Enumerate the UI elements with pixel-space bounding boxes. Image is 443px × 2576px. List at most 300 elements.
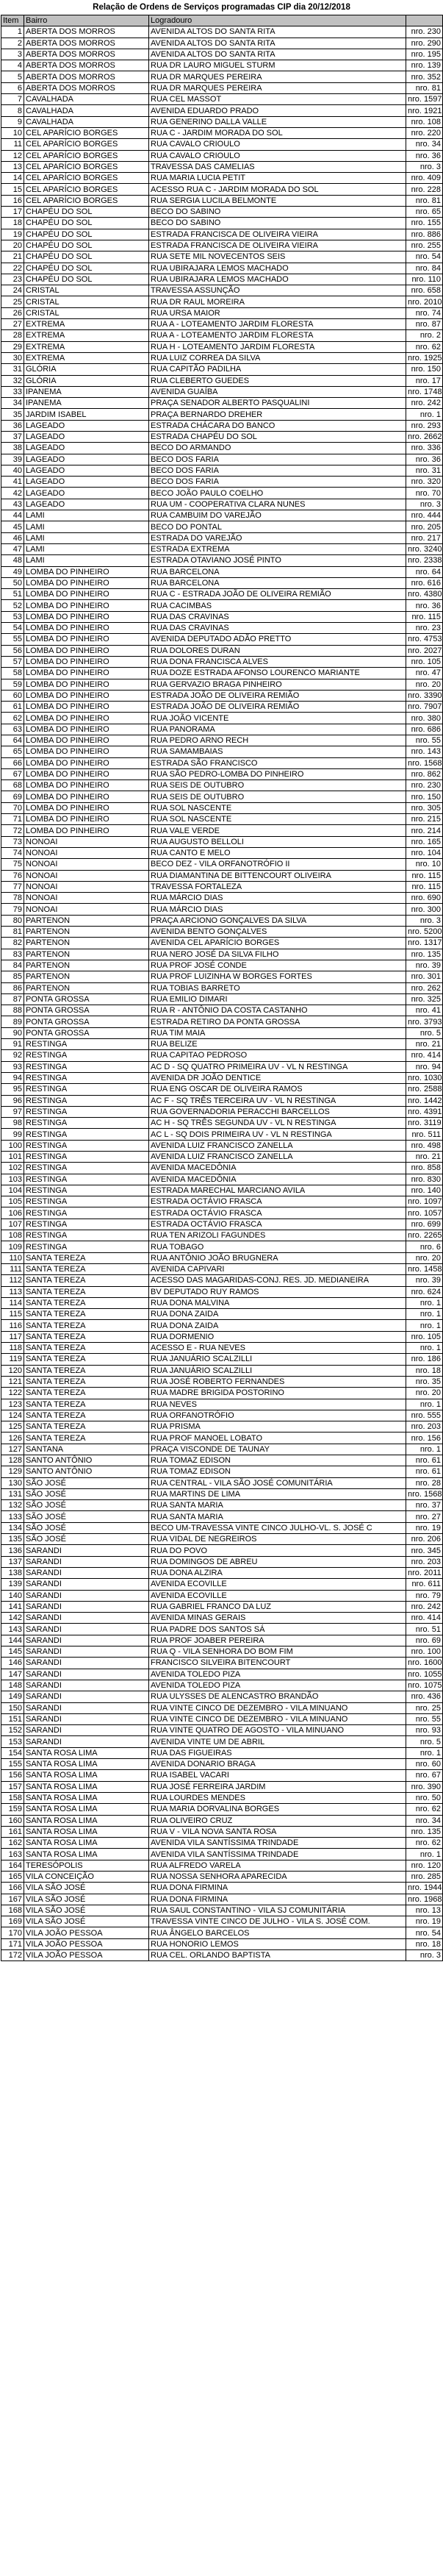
cell-logradouro: RUA ISABEL VACARI <box>149 1770 406 1781</box>
cell-numero: nro. 74 <box>406 307 443 318</box>
cell-bairro: SANTA TEREZA <box>24 1275 149 1286</box>
table-row <box>1 38 443 49</box>
cell-bairro: SARANDI <box>24 1713 149 1724</box>
cell-logradouro: AVENIDA MINAS GERAIS <box>149 1613 406 1624</box>
cell-bairro: SANTA ROSA LIMA <box>24 1792 149 1803</box>
table-row <box>1 1297 443 1308</box>
cell-numero: nro. 21 <box>406 1151 443 1162</box>
cell-numero: nro. 444 <box>406 510 443 521</box>
cell-item: 141 <box>1 1601 24 1612</box>
cell-logradouro: RUA GERVAZIO BRAGA PINHEIRO <box>149 679 406 690</box>
table-row <box>1 577 443 588</box>
table-row <box>1 1759 443 1770</box>
cell-logradouro: RUA A - LOTEAMENTO JARDIM FLORESTA <box>149 330 406 341</box>
cell-numero: nro. 51 <box>406 1624 443 1635</box>
table-row <box>1 1736 443 1747</box>
cell-logradouro: RUA ORFANOTRÓFIO <box>149 1410 406 1421</box>
cell-logradouro: RUA ENG OSCAR DE OLIVEIRA RAMOS <box>149 1084 406 1095</box>
cell-logradouro: RUA BARCELONA <box>149 566 406 577</box>
cell-bairro: LOMBA DO PINHEIRO <box>24 566 149 577</box>
table-row <box>1 1072 443 1083</box>
cell-logradouro: TRAVESSA ASSUNÇÃO <box>149 285 406 296</box>
cell-bairro: SANTO ANTÔNIO <box>24 1455 149 1466</box>
cell-logradouro: RUA R - ANTÔNIO DA COSTA CASTANHO <box>149 1005 406 1016</box>
cell-item: 86 <box>1 982 24 993</box>
cell-logradouro: RUA LOURDES MENDES <box>149 1792 406 1803</box>
cell-numero: nro. 1597 <box>406 94 443 105</box>
table-row <box>1 465 443 476</box>
table-row <box>1 1050 443 1061</box>
cell-logradouro: AVENIDA EDUARDO PRADO <box>149 105 406 116</box>
cell-numero: nro. 242 <box>406 1601 443 1612</box>
table-row <box>1 420 443 431</box>
table-row <box>1 1354 443 1365</box>
cell-item: 136 <box>1 1545 24 1556</box>
cell-numero: nro. 409 <box>406 173 443 184</box>
cell-bairro: SARANDI <box>24 1635 149 1646</box>
cell-item: 100 <box>1 1140 24 1151</box>
cell-item: 21 <box>1 251 24 263</box>
cell-bairro: RESTINGA <box>24 1106 149 1117</box>
cell-item: 127 <box>1 1444 24 1455</box>
cell-item: 66 <box>1 757 24 768</box>
cell-bairro: PONTA GROSSA <box>24 1005 149 1016</box>
cell-bairro: LOMBA DO PINHEIRO <box>24 825 149 836</box>
cell-bairro: RESTINGA <box>24 1118 149 1129</box>
table-row <box>1 600 443 611</box>
cell-logradouro: RUA HONORIO LEMOS <box>149 1938 406 1949</box>
cell-bairro: SARANDI <box>24 1579 149 1590</box>
cell-bairro: ABERTA DOS MORROS <box>24 38 149 49</box>
cell-logradouro: RUA PROF LUIZINHA W BORGES FORTES <box>149 971 406 982</box>
cell-item: 60 <box>1 690 24 701</box>
table-row <box>1 1140 443 1151</box>
table-row <box>1 251 443 263</box>
cell-item: 99 <box>1 1129 24 1140</box>
cell-numero: nro. 62 <box>406 1838 443 1849</box>
cell-bairro: SARANDI <box>24 1624 149 1635</box>
cell-bairro: SARANDI <box>24 1736 149 1747</box>
cell-item: 161 <box>1 1826 24 1837</box>
header-item: Item <box>1 15 24 26</box>
cell-bairro: SARANDI <box>24 1669 149 1680</box>
table-row <box>1 1950 443 1961</box>
table-row <box>1 713 443 724</box>
cell-logradouro: AVENIDA ECOVILLE <box>149 1590 406 1601</box>
table-row <box>1 105 443 116</box>
table-row <box>1 49 443 60</box>
cell-logradouro: ESTRADA OCTÁVIO FRASCA <box>149 1219 406 1230</box>
cell-item: 97 <box>1 1106 24 1117</box>
table-row <box>1 1691 443 1702</box>
cell-item: 50 <box>1 577 24 588</box>
cell-bairro: LOMBA DO PINHEIRO <box>24 791 149 802</box>
cell-item: 33 <box>1 386 24 397</box>
cell-item: 172 <box>1 1950 24 1961</box>
cell-item: 10 <box>1 127 24 138</box>
table-row <box>1 263 443 274</box>
cell-numero: nro. 1055 <box>406 1669 443 1680</box>
cell-logradouro: RUA GOVERNADORIA PERACCHI BARCELLOS <box>149 1106 406 1117</box>
cell-bairro: CHAPÉU DO SOL <box>24 218 149 229</box>
cell-item: 102 <box>1 1163 24 1174</box>
cell-bairro: RESTINGA <box>24 1151 149 1162</box>
cell-logradouro: RUA DONA FRANCISCA ALVES <box>149 656 406 667</box>
cell-logradouro: RUA DIAMANTINA DE BITTENCOURT OLIVEIRA <box>149 870 406 881</box>
cell-bairro: LOMBA DO PINHEIRO <box>24 623 149 634</box>
table-row <box>1 1725 443 1736</box>
cell-logradouro: BECO JOÃO PAULO COELHO <box>149 488 406 499</box>
table-row <box>1 1927 443 1938</box>
cell-numero: nro. 54 <box>406 251 443 263</box>
cell-item: 56 <box>1 645 24 656</box>
table-row <box>1 375 443 386</box>
table-row <box>1 1545 443 1556</box>
table-row <box>1 1770 443 1781</box>
cell-numero: nro. 115 <box>406 611 443 622</box>
cell-logradouro: RUA SANTA MARIA <box>149 1511 406 1522</box>
cell-item: 124 <box>1 1410 24 1421</box>
table-row <box>1 1399 443 1410</box>
cell-numero: nro. 380 <box>406 713 443 724</box>
cell-numero: nro. 64 <box>406 566 443 577</box>
cell-logradouro: BECO DO PONTAL <box>149 521 406 532</box>
cell-numero: nro. 139 <box>406 60 443 71</box>
cell-bairro: SÃO JOSÉ <box>24 1477 149 1488</box>
cell-bairro: PARTENON <box>24 938 149 949</box>
cell-item: 93 <box>1 1061 24 1072</box>
cell-logradouro: AVENIDA ALTOS DO SANTA RITA <box>149 38 406 49</box>
table-row <box>1 1534 443 1545</box>
table-row <box>1 150 443 161</box>
cell-logradouro: RUA GABRIEL FRANCO DA LUZ <box>149 1601 406 1612</box>
table-row <box>1 161 443 172</box>
cell-numero: nro. 214 <box>406 825 443 836</box>
cell-numero: nro. 84 <box>406 263 443 274</box>
table-row <box>1 116 443 127</box>
table-row <box>1 982 443 993</box>
cell-item: 165 <box>1 1871 24 1882</box>
table-row <box>1 757 443 768</box>
cell-bairro: SANTA ROSA LIMA <box>24 1815 149 1826</box>
cell-numero: nro. 555 <box>406 1410 443 1421</box>
table-row <box>1 993 443 1005</box>
cell-logradouro: RUA PROF JOABER PEREIRA <box>149 1635 406 1646</box>
cell-item: 39 <box>1 454 24 465</box>
cell-logradouro: RUA PANORAMA <box>149 724 406 735</box>
cell-bairro: CEL APARÍCIO BORGES <box>24 139 149 150</box>
cell-bairro: LOMBA DO PINHEIRO <box>24 634 149 645</box>
cell-numero: nro. 39 <box>406 960 443 971</box>
table-row <box>1 1151 443 1162</box>
cell-logradouro: BECO DO SABINO <box>149 207 406 218</box>
cell-numero: nro. 1 <box>406 409 443 420</box>
cell-numero: nro. 830 <box>406 1174 443 1185</box>
cell-logradouro: BECO DOS FARIA <box>149 477 406 488</box>
cell-numero: nro. 1 <box>406 1297 443 1308</box>
cell-bairro: LOMBA DO PINHEIRO <box>24 746 149 757</box>
cell-logradouro: RUA TOBAGO <box>149 1241 406 1252</box>
cell-item: 139 <box>1 1579 24 1590</box>
cell-bairro: SANTA TEREZA <box>24 1286 149 1297</box>
cell-numero: nro. 39 <box>406 1275 443 1286</box>
cell-numero: nro. 1600 <box>406 1658 443 1669</box>
table-row <box>1 870 443 881</box>
cell-bairro: LAMI <box>24 521 149 532</box>
cell-bairro: SANTA TEREZA <box>24 1354 149 1365</box>
cell-numero: nro. 699 <box>406 1219 443 1230</box>
cell-item: 46 <box>1 532 24 543</box>
cell-numero: nro. 6 <box>406 1241 443 1252</box>
cell-bairro: LOMBA DO PINHEIRO <box>24 724 149 735</box>
cell-logradouro: ESTRADA CHÁCARA DO BANCO <box>149 420 406 431</box>
table-row <box>1 1118 443 1129</box>
cell-item: 122 <box>1 1388 24 1399</box>
cell-numero: nro. 94 <box>406 1061 443 1072</box>
cell-logradouro: RUA PADRE DOS SANTOS SÁ <box>149 1624 406 1635</box>
cell-logradouro: AVENIDA LUIZ FRANCISCO ZANELLA <box>149 1140 406 1151</box>
table-row <box>1 1781 443 1792</box>
cell-numero: nro. 1568 <box>406 1488 443 1499</box>
cell-numero: nro. 3240 <box>406 543 443 554</box>
table-row <box>1 1343 443 1354</box>
table-row <box>1 656 443 667</box>
cell-item: 118 <box>1 1343 24 1354</box>
cell-logradouro: ESTRADA OCTÁVIO FRASCA <box>149 1207 406 1219</box>
cell-item: 14 <box>1 173 24 184</box>
table-row <box>1 1511 443 1522</box>
cell-logradouro: RUA GENERINO DALLA VALLE <box>149 116 406 127</box>
table-row <box>1 915 443 926</box>
cell-item: 20 <box>1 240 24 251</box>
table-row <box>1 1938 443 1949</box>
cell-bairro: CEL APARÍCIO BORGES <box>24 161 149 172</box>
table-row <box>1 825 443 836</box>
cell-logradouro: RUA DONA ZAIDA <box>149 1320 406 1331</box>
cell-logradouro: RUA ANTÔNIO JOÃO BRUGNERA <box>149 1252 406 1263</box>
cell-item: 31 <box>1 364 24 375</box>
table-row <box>1 1455 443 1466</box>
cell-bairro: SÃO JOSÉ <box>24 1534 149 1545</box>
cell-bairro: SARANDI <box>24 1590 149 1601</box>
table-row <box>1 634 443 645</box>
cell-logradouro: RUA SEIS DE OUTUBRO <box>149 791 406 802</box>
cell-bairro: RESTINGA <box>24 1174 149 1185</box>
cell-logradouro: RUA DOLORES DURAN <box>149 645 406 656</box>
cell-bairro: CAVALHADA <box>24 116 149 127</box>
cell-logradouro: RUA SETE MIL NOVECENTOS SEIS <box>149 251 406 263</box>
cell-item: 106 <box>1 1207 24 1219</box>
cell-item: 37 <box>1 431 24 442</box>
table-row <box>1 60 443 71</box>
cell-bairro: SARANDI <box>24 1646 149 1658</box>
cell-numero: nro. 1030 <box>406 1072 443 1083</box>
cell-logradouro: RUA JOSÉ ROBERTO FERNANDES <box>149 1376 406 1387</box>
table-row <box>1 893 443 904</box>
cell-bairro: CEL APARÍCIO BORGES <box>24 195 149 206</box>
cell-item: 1 <box>1 26 24 38</box>
cell-numero: nro. 70 <box>406 488 443 499</box>
cell-numero: nro. 414 <box>406 1050 443 1061</box>
cell-numero: nro. 41 <box>406 1005 443 1016</box>
cell-bairro: SANTA TEREZA <box>24 1365 149 1376</box>
cell-item: 132 <box>1 1500 24 1511</box>
cell-logradouro: RUA CAVALO CRIOULO <box>149 139 406 150</box>
cell-logradouro: AC H - SQ TRÊS SEGUNDA UV - VL N RESTINGA <box>149 1118 406 1129</box>
table-row <box>1 1005 443 1016</box>
cell-numero: nro. 37 <box>406 1500 443 1511</box>
table-row <box>1 274 443 285</box>
cell-item: 15 <box>1 184 24 195</box>
cell-numero: nro. 3119 <box>406 1118 443 1129</box>
table-row <box>1 1410 443 1421</box>
table-row <box>1 668 443 679</box>
cell-bairro: LAGEADO <box>24 443 149 454</box>
cell-bairro: NONOAI <box>24 847 149 858</box>
cell-bairro: SARANDI <box>24 1725 149 1736</box>
cell-logradouro: RUA DR LAURO MIGUEL STURM <box>149 60 406 71</box>
cell-item: 36 <box>1 420 24 431</box>
cell-logradouro: RUA UM - COOPERATIVA CLARA NUNES <box>149 499 406 510</box>
cell-item: 98 <box>1 1118 24 1129</box>
table-row <box>1 1331 443 1342</box>
cell-item: 109 <box>1 1241 24 1252</box>
table-row <box>1 532 443 543</box>
cell-logradouro: AVENIDA MACEDÔNIA <box>149 1174 406 1185</box>
table-row <box>1 1522 443 1533</box>
cell-logradouro: RUA DORMENIO <box>149 1331 406 1342</box>
cell-numero: nro. 47 <box>406 668 443 679</box>
cell-bairro: RESTINGA <box>24 1129 149 1140</box>
cell-bairro: LOMBA DO PINHEIRO <box>24 611 149 622</box>
cell-logradouro: RUA SÃO PEDRO-LOMBA DO PINHEIRO <box>149 768 406 779</box>
cell-logradouro: BECO DO ARMANDO <box>149 443 406 454</box>
cell-bairro: PARTENON <box>24 915 149 926</box>
table-row <box>1 127 443 138</box>
table-row <box>1 1826 443 1837</box>
table-row <box>1 307 443 318</box>
cell-logradouro: RUA V - VILA NOVA SANTA ROSA <box>149 1826 406 1837</box>
cell-bairro: LOMBA DO PINHEIRO <box>24 679 149 690</box>
table-row <box>1 454 443 465</box>
cell-numero: nro. 217 <box>406 532 443 543</box>
cell-item: 104 <box>1 1185 24 1196</box>
table-row <box>1 207 443 218</box>
table-row <box>1 1174 443 1185</box>
cell-logradouro: AVENIDA DEPUTADO ADÃO PRETTO <box>149 634 406 645</box>
table-row <box>1 1658 443 1669</box>
cell-item: 114 <box>1 1297 24 1308</box>
table-row <box>1 319 443 330</box>
cell-logradouro: RUA DONA MALVINA <box>149 1297 406 1308</box>
cell-item: 110 <box>1 1252 24 1263</box>
table-row <box>1 1444 443 1455</box>
cell-item: 28 <box>1 330 24 341</box>
cell-item: 164 <box>1 1860 24 1871</box>
cell-logradouro: RUA NEVES <box>149 1399 406 1410</box>
cell-item: 156 <box>1 1770 24 1781</box>
cell-bairro: SANTA TEREZA <box>24 1263 149 1274</box>
cell-bairro: SANTA TEREZA <box>24 1331 149 1342</box>
table-row <box>1 1466 443 1477</box>
cell-bairro: LOMBA DO PINHEIRO <box>24 814 149 825</box>
cell-bairro: CHAPÉU DO SOL <box>24 229 149 240</box>
table-row <box>1 1263 443 1274</box>
cell-numero: nro. 100 <box>406 1646 443 1658</box>
cell-item: 129 <box>1 1466 24 1477</box>
cell-bairro: EXTREMA <box>24 341 149 352</box>
cell-item: 85 <box>1 971 24 982</box>
cell-item: 135 <box>1 1534 24 1545</box>
cell-item: 41 <box>1 477 24 488</box>
cell-logradouro: RUA OLIVEIRO CRUZ <box>149 1815 406 1826</box>
cell-item: 89 <box>1 1016 24 1027</box>
cell-item: 170 <box>1 1927 24 1938</box>
cell-logradouro: RUA DAS CRAVINAS <box>149 623 406 634</box>
cell-logradouro: RUA JANUÁRIO SCALZILLI <box>149 1354 406 1365</box>
cell-numero: nro. 61 <box>406 1455 443 1466</box>
cell-logradouro: RUA VINTE QUATRO DE AGOSTO - VILA MINUANO <box>149 1725 406 1736</box>
cell-item: 26 <box>1 307 24 318</box>
cell-logradouro: RUA UBIRAJARA LEMOS MACHADO <box>149 274 406 285</box>
cell-numero: nro. 5 <box>406 1027 443 1038</box>
table-row <box>1 1027 443 1038</box>
cell-bairro: CEL APARÍCIO BORGES <box>24 127 149 138</box>
cell-item: 116 <box>1 1320 24 1331</box>
cell-bairro: CRISTAL <box>24 296 149 307</box>
cell-item: 91 <box>1 1039 24 1050</box>
table-row <box>1 847 443 858</box>
cell-logradouro: RUA CAPITÃO PADILHA <box>149 364 406 375</box>
cell-item: 47 <box>1 543 24 554</box>
cell-logradouro: RUA PRISMA <box>149 1421 406 1433</box>
table-row <box>1 768 443 779</box>
cell-logradouro: RUA SANTA MARIA <box>149 1500 406 1511</box>
cell-bairro: LOMBA DO PINHEIRO <box>24 589 149 600</box>
cell-item: 59 <box>1 679 24 690</box>
cell-logradouro: AVENIDA VILA SANTÍSSIMA TRINDADE <box>149 1838 406 1849</box>
cell-item: 65 <box>1 746 24 757</box>
cell-item: 63 <box>1 724 24 735</box>
cell-numero: nro. 18 <box>406 1365 443 1376</box>
cell-logradouro: AVENIDA ALTOS DO SANTA RITA <box>149 26 406 38</box>
cell-logradouro: RUA MARIA DORVALINA BORGES <box>149 1804 406 1815</box>
cell-bairro: LOMBA DO PINHEIRO <box>24 713 149 724</box>
cell-logradouro: RUA SAUL CONSTANTINO - VILA SJ COMUNITÁRIA <box>149 1905 406 1916</box>
cell-item: 162 <box>1 1838 24 1849</box>
cell-numero: nro. 186 <box>406 1354 443 1365</box>
cell-numero: nro. 203 <box>406 1556 443 1567</box>
cell-bairro: CHAPÉU DO SOL <box>24 263 149 274</box>
cell-item: 92 <box>1 1050 24 1061</box>
cell-logradouro: RUA CAVALO CRIOULO <box>149 150 406 161</box>
cell-numero: nro. 7907 <box>406 702 443 713</box>
cell-numero: nro. 658 <box>406 285 443 296</box>
cell-logradouro: FRANCISCO SILVEIRA BITENCOURT <box>149 1658 406 1669</box>
cell-item: 51 <box>1 589 24 600</box>
cell-item: 147 <box>1 1669 24 1680</box>
cell-numero: nro. 3 <box>406 915 443 926</box>
cell-logradouro: RUA DONA ALZIRA <box>149 1567 406 1578</box>
cell-item: 53 <box>1 611 24 622</box>
table-row <box>1 791 443 802</box>
cell-numero: nro. 414 <box>406 1613 443 1624</box>
cell-item: 167 <box>1 1894 24 1905</box>
table-row <box>1 1016 443 1027</box>
cell-item: 74 <box>1 847 24 858</box>
table-row <box>1 1421 443 1433</box>
cell-numero: nro. 230 <box>406 26 443 38</box>
